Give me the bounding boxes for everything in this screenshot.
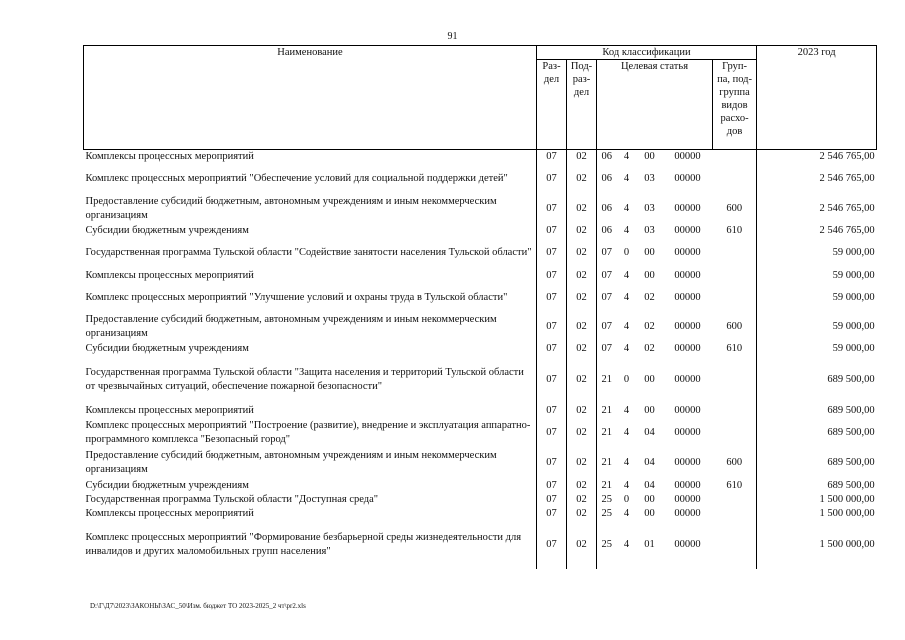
header-group: Груп- па, под- группа видов расхо- дов [713,60,757,150]
cell-rz: 07 [537,478,567,493]
header-target: Целевая статья [597,60,713,150]
cell-rz: 07 [537,356,567,404]
cell-t2: 4 [623,203,630,214]
cell-vr [713,493,757,507]
cell-t2: 4 [623,479,630,491]
cell-pr: 02 [567,404,597,418]
cell-name: Предоставление субсидий бюджетным, автономным учреждениям и иным некоммерческим организациям [84,448,537,478]
cell-vr [713,507,757,521]
cell-name: Комплекс процессных мероприятий "Построение (развитие), внедрение и эксплуатация аппаратно-программного комплекса "Безопасный город" [84,418,537,448]
cell-t1: 21 [601,427,612,438]
cell-t4: 00000 [674,173,701,184]
page-number: 91 [447,31,458,42]
table-row [84,312,877,342]
cell-t3: 02 [644,343,655,354]
cell-pr: 02 [567,194,597,224]
cell-t2: 4 [623,173,630,184]
cell-t1: 21 [601,374,612,385]
cell-t1: 21 [601,405,612,416]
table-row [84,478,877,493]
cell-rz: 07 [537,418,567,448]
cell-t2: 4 [623,343,630,354]
cell-amount: 689 500,00 [757,478,877,493]
cell-pr: 02 [567,224,597,238]
cell-name: Комплекс процессных мероприятий "Формирование безбарьерной среды жизнедеятельности для инвалидов и других маломобильных групп населения" [84,521,537,569]
cell-t4: 00000 [674,151,701,162]
file-path-footer: D:\Г\Д7\2023\ЗАКОНЫ\ЗАС_50\Изм. бюджет ТО 2023-2025_2 чт\pr2.xls [90,602,306,610]
cell-t3: 04 [644,457,655,468]
cell-t4: 00000 [674,203,701,214]
cell-amount: 689 500,00 [757,418,877,448]
cell-t1: 07 [601,321,612,332]
table-row [84,268,877,283]
cell-name: Комплексы процессных мероприятий [84,404,537,418]
header-code: Код классификации [537,46,757,60]
cell-t2: 4 [623,539,630,550]
table-row [84,224,877,238]
budget-table [83,45,877,569]
cell-rz: 07 [537,404,567,418]
cell-t3: 00 [644,405,655,416]
cell-t2: 4 [623,457,630,468]
cell-t4: 00000 [674,291,701,303]
cell-t1: 07 [601,247,612,258]
cell-name: Предоставление субсидий бюджетным, автономным учреждениям и иным некоммерческим организациям [84,194,537,224]
cell-t2: 4 [623,405,630,416]
cell-t2: 0 [623,374,630,385]
cell-t4: 00000 [674,247,701,258]
cell-name: Субсидии бюджетным учреждениям [84,478,537,493]
cell-rz: 07 [537,164,567,194]
cell-amount: 1 500 000,00 [757,507,877,521]
cell-vr [713,238,757,268]
cell-rz: 07 [537,312,567,342]
cell-amount: 2 546 765,00 [757,224,877,238]
table-row [84,342,877,356]
cell-rz: 07 [537,448,567,478]
cell-t2: 4 [623,269,630,281]
cell-t3: 01 [644,539,655,550]
table-row [84,404,877,418]
cell-rz: 07 [537,194,567,224]
cell-t2: 4 [623,321,630,332]
table-row [84,448,877,478]
cell-amount: 59 000,00 [757,283,877,312]
cell-vr: 610 [713,478,757,493]
cell-amount: 59 000,00 [757,268,877,283]
cell-amount: 2 546 765,00 [757,150,877,165]
cell-t3: 03 [644,225,655,236]
table-row [84,283,877,312]
cell-t4: 00000 [674,374,701,385]
cell-rz: 07 [537,521,567,569]
cell-rz: 07 [537,283,567,312]
table-row [84,356,877,404]
cell-name: Комплекс процессных мероприятий "Обеспечение условий для социальной поддержки детей" [84,164,537,194]
cell-t3: 03 [644,203,655,214]
cell-t1: 06 [601,203,612,214]
cell-t2: 4 [623,151,630,162]
cell-name: Комплексы процессных мероприятий [84,507,537,521]
header-razdel: Раз- дел [537,60,567,150]
cell-rz: 07 [537,507,567,521]
cell-amount: 689 500,00 [757,448,877,478]
header-year: 2023 год [757,46,877,150]
cell-t4: 00000 [674,269,701,281]
cell-vr [713,150,757,165]
cell-name: Государственная программа Тульской области "Доступная среда" [84,493,537,507]
cell-t3: 02 [644,291,655,303]
cell-t3: 04 [644,427,655,438]
cell-amount: 689 500,00 [757,404,877,418]
cell-t1: 25 [601,494,612,505]
cell-vr: 600 [713,194,757,224]
cell-t4: 00000 [674,427,701,438]
cell-t1: 07 [601,343,612,354]
cell-pr: 02 [567,448,597,478]
cell-vr: 600 [713,312,757,342]
table-row [84,418,877,448]
cell-t4: 00000 [674,539,701,550]
table-row [84,238,877,268]
cell-pr: 02 [567,478,597,493]
cell-name: Субсидии бюджетным учреждениям [84,342,537,356]
cell-vr [713,268,757,283]
cell-name: Государственная программа Тульской области "Содействие занятости населения Тульской области" [84,238,537,268]
cell-vr: 600 [713,448,757,478]
cell-name: Субсидии бюджетным учреждениям [84,224,537,238]
cell-t3: 04 [644,479,655,491]
cell-rz: 07 [537,224,567,238]
cell-vr: 610 [713,224,757,238]
header-podrazdel: Под- раз- дел [567,60,597,150]
cell-vr [713,283,757,312]
cell-pr: 02 [567,238,597,268]
cell-t4: 00000 [674,405,701,416]
cell-amount: 2 546 765,00 [757,164,877,194]
cell-t3: 00 [644,247,655,258]
cell-pr: 02 [567,312,597,342]
cell-t1: 25 [601,508,612,519]
cell-t3: 00 [644,269,655,281]
cell-pr: 02 [567,356,597,404]
cell-rz: 07 [537,493,567,507]
table-row [84,507,877,521]
cell-pr: 02 [567,150,597,165]
cell-rz: 07 [537,342,567,356]
cell-amount: 2 546 765,00 [757,194,877,224]
cell-t3: 00 [644,374,655,385]
cell-t2: 4 [623,427,630,438]
table-row [84,493,877,507]
cell-vr [713,418,757,448]
cell-t4: 00000 [674,343,701,354]
cell-t1: 21 [601,479,612,491]
cell-amount: 1 500 000,00 [757,493,877,507]
cell-t4: 00000 [674,321,701,332]
cell-t3: 00 [644,508,655,519]
cell-amount: 689 500,00 [757,356,877,404]
cell-amount: 59 000,00 [757,312,877,342]
cell-t1: 07 [601,291,612,303]
cell-amount: 1 500 000,00 [757,521,877,569]
table-row [84,164,877,194]
cell-t2: 4 [623,291,630,303]
cell-rz: 07 [537,268,567,283]
cell-pr: 02 [567,164,597,194]
cell-t1: 06 [601,173,612,184]
cell-t1: 06 [601,225,612,236]
cell-name: Комплексы процессных мероприятий [84,150,537,165]
cell-t1: 07 [601,269,612,281]
cell-pr: 02 [567,342,597,356]
cell-t4: 00000 [674,457,701,468]
cell-t3: 02 [644,321,655,332]
cell-t4: 00000 [674,479,701,491]
cell-pr: 02 [567,268,597,283]
table-row [84,150,877,165]
cell-t2: 4 [623,225,630,236]
cell-pr: 02 [567,283,597,312]
cell-name: Комплексы процессных мероприятий [84,268,537,283]
cell-t1: 25 [601,539,612,550]
cell-name: Комплекс процессных мероприятий "Улучшение условий и охраны труда в Тульской области" [84,283,537,312]
cell-t3: 00 [644,151,655,162]
cell-name: Государственная программа Тульской области "Защита населения и территорий Тульской области от чрезвычайных ситуаций, обеспечение пожарной безопасности" [84,356,537,404]
cell-vr [713,356,757,404]
cell-t4: 00000 [674,225,701,236]
cell-t4: 00000 [674,494,701,505]
cell-amount: 59 000,00 [757,238,877,268]
cell-vr [713,404,757,418]
cell-t1: 06 [601,151,612,162]
cell-t2: 0 [623,247,630,258]
cell-rz: 07 [537,238,567,268]
cell-t2: 0 [623,494,630,505]
cell-rz: 07 [537,150,567,165]
cell-t2: 4 [623,508,630,519]
cell-t4: 00000 [674,508,701,519]
cell-t3: 03 [644,173,655,184]
table-body [84,150,877,570]
cell-name: Предоставление субсидий бюджетным, автономным учреждениям и иным некоммерческим организациям [84,312,537,342]
cell-pr: 02 [567,493,597,507]
cell-amount: 59 000,00 [757,342,877,356]
cell-pr: 02 [567,507,597,521]
table-row [84,521,877,569]
cell-vr [713,521,757,569]
cell-t1: 21 [601,457,612,468]
cell-vr [713,164,757,194]
cell-vr: 610 [713,342,757,356]
header-name: Наименование [84,46,537,150]
cell-t3: 00 [644,494,655,505]
table-row [84,194,877,224]
cell-pr: 02 [567,418,597,448]
cell-pr: 02 [567,521,597,569]
